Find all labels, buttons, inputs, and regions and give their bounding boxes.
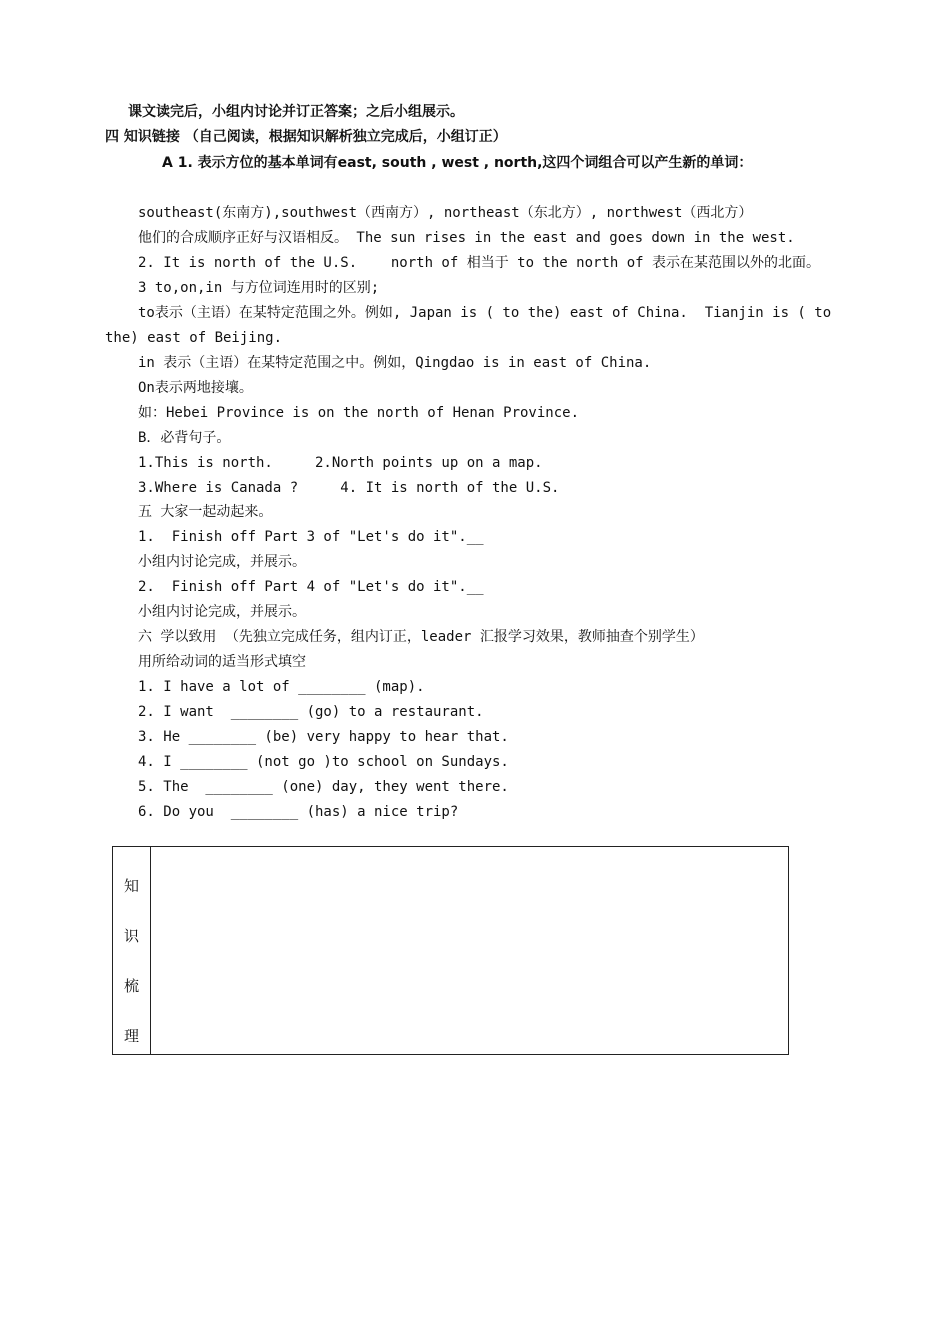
task-1: 1. Finish off Part 3 of "Let's do it".__	[138, 529, 484, 545]
section4-heading: 四 知识链接 （自己阅读，根据知识解析独立完成后，小组订正）	[105, 129, 507, 145]
fill-instruction: 用所给动词的适当形式填空	[138, 654, 306, 670]
compound-directions: southeast(东南方),southwest（西南方）, northeast（东北方）, northwest（西北方）	[138, 205, 753, 221]
exercise-item: 3. He ________ (be) very happy to hear that.	[138, 729, 509, 745]
intro-line: 课文读完后，小组内讨论并订正答案；之后小组展示。	[128, 104, 464, 120]
task-2: 2. Finish off Part 4 of "Let's do it".__	[138, 579, 484, 595]
section4-a1: A 1. 表示方位的基本单词有east, south , west , north,这四个词组合可以产生新的单词：	[162, 155, 753, 171]
table-label-char: 识	[123, 927, 139, 945]
section5-heading: 五 大家一起动起来。	[138, 504, 273, 520]
sentences-row-2: 3.Where is Canada ? 4. It is north of the U.S.	[138, 480, 560, 496]
exercise-item: 1. I have a lot of ________ (map).	[138, 679, 425, 695]
in-usage-line: in 表示（主语）在某特定范围之中。例如，Qingdao is in east of China.	[138, 355, 652, 371]
section-b-heading: B．必背句子。	[138, 430, 231, 446]
table-label-char: 梳	[123, 977, 139, 995]
table-label-char: 理	[123, 1027, 139, 1045]
compound-order-note: 他们的合成顺序正好与汉语相反。 The sun rises in the east and goes down in the west.	[138, 230, 795, 246]
on-usage-example: 如：Hebei Province is on the north of Henan Province.	[138, 405, 580, 421]
sentences-row-1: 1.This is north. 2.North points up on a map.	[138, 455, 543, 471]
preposition-difference: 3 to,on,in 与方位词连用时的区别;	[138, 280, 380, 296]
exercise-item: 2. I want ________ (go) to a restaurant.	[138, 704, 484, 720]
exercise-item: 5. The ________ (one) day, they went there.	[138, 779, 509, 795]
exercise-item: 4. I ________ (not go )to school on Sundays.	[138, 754, 509, 770]
summary-writing-area[interactable]	[151, 847, 788, 1054]
knowledge-summary-table	[112, 846, 789, 1055]
on-usage-line: On表示两地接壤。	[138, 380, 253, 396]
table-label-char: 知	[123, 877, 139, 895]
task-2-note: 小组内讨论完成，并展示。	[138, 604, 306, 620]
task-1-note: 小组内讨论完成，并展示。	[138, 554, 306, 570]
north-of-note: 2. It is north of the U.S. north of 相当于 to the north of 表示在某范围以外的北面。	[138, 255, 821, 271]
section6-heading: 六 学以致用 （先独立完成任务，组内订正，leader 汇报学习效果，教师抽查个别学生）	[138, 629, 704, 645]
to-usage-line: to表示（主语）在某特定范围之外。例如, Japan is ( to the) east of China. Tianjin is ( to	[138, 305, 832, 321]
to-usage-continued: the) east of Beijing.	[105, 330, 283, 346]
exercise-item: 6. Do you ________ (has) a nice trip?	[138, 804, 459, 820]
